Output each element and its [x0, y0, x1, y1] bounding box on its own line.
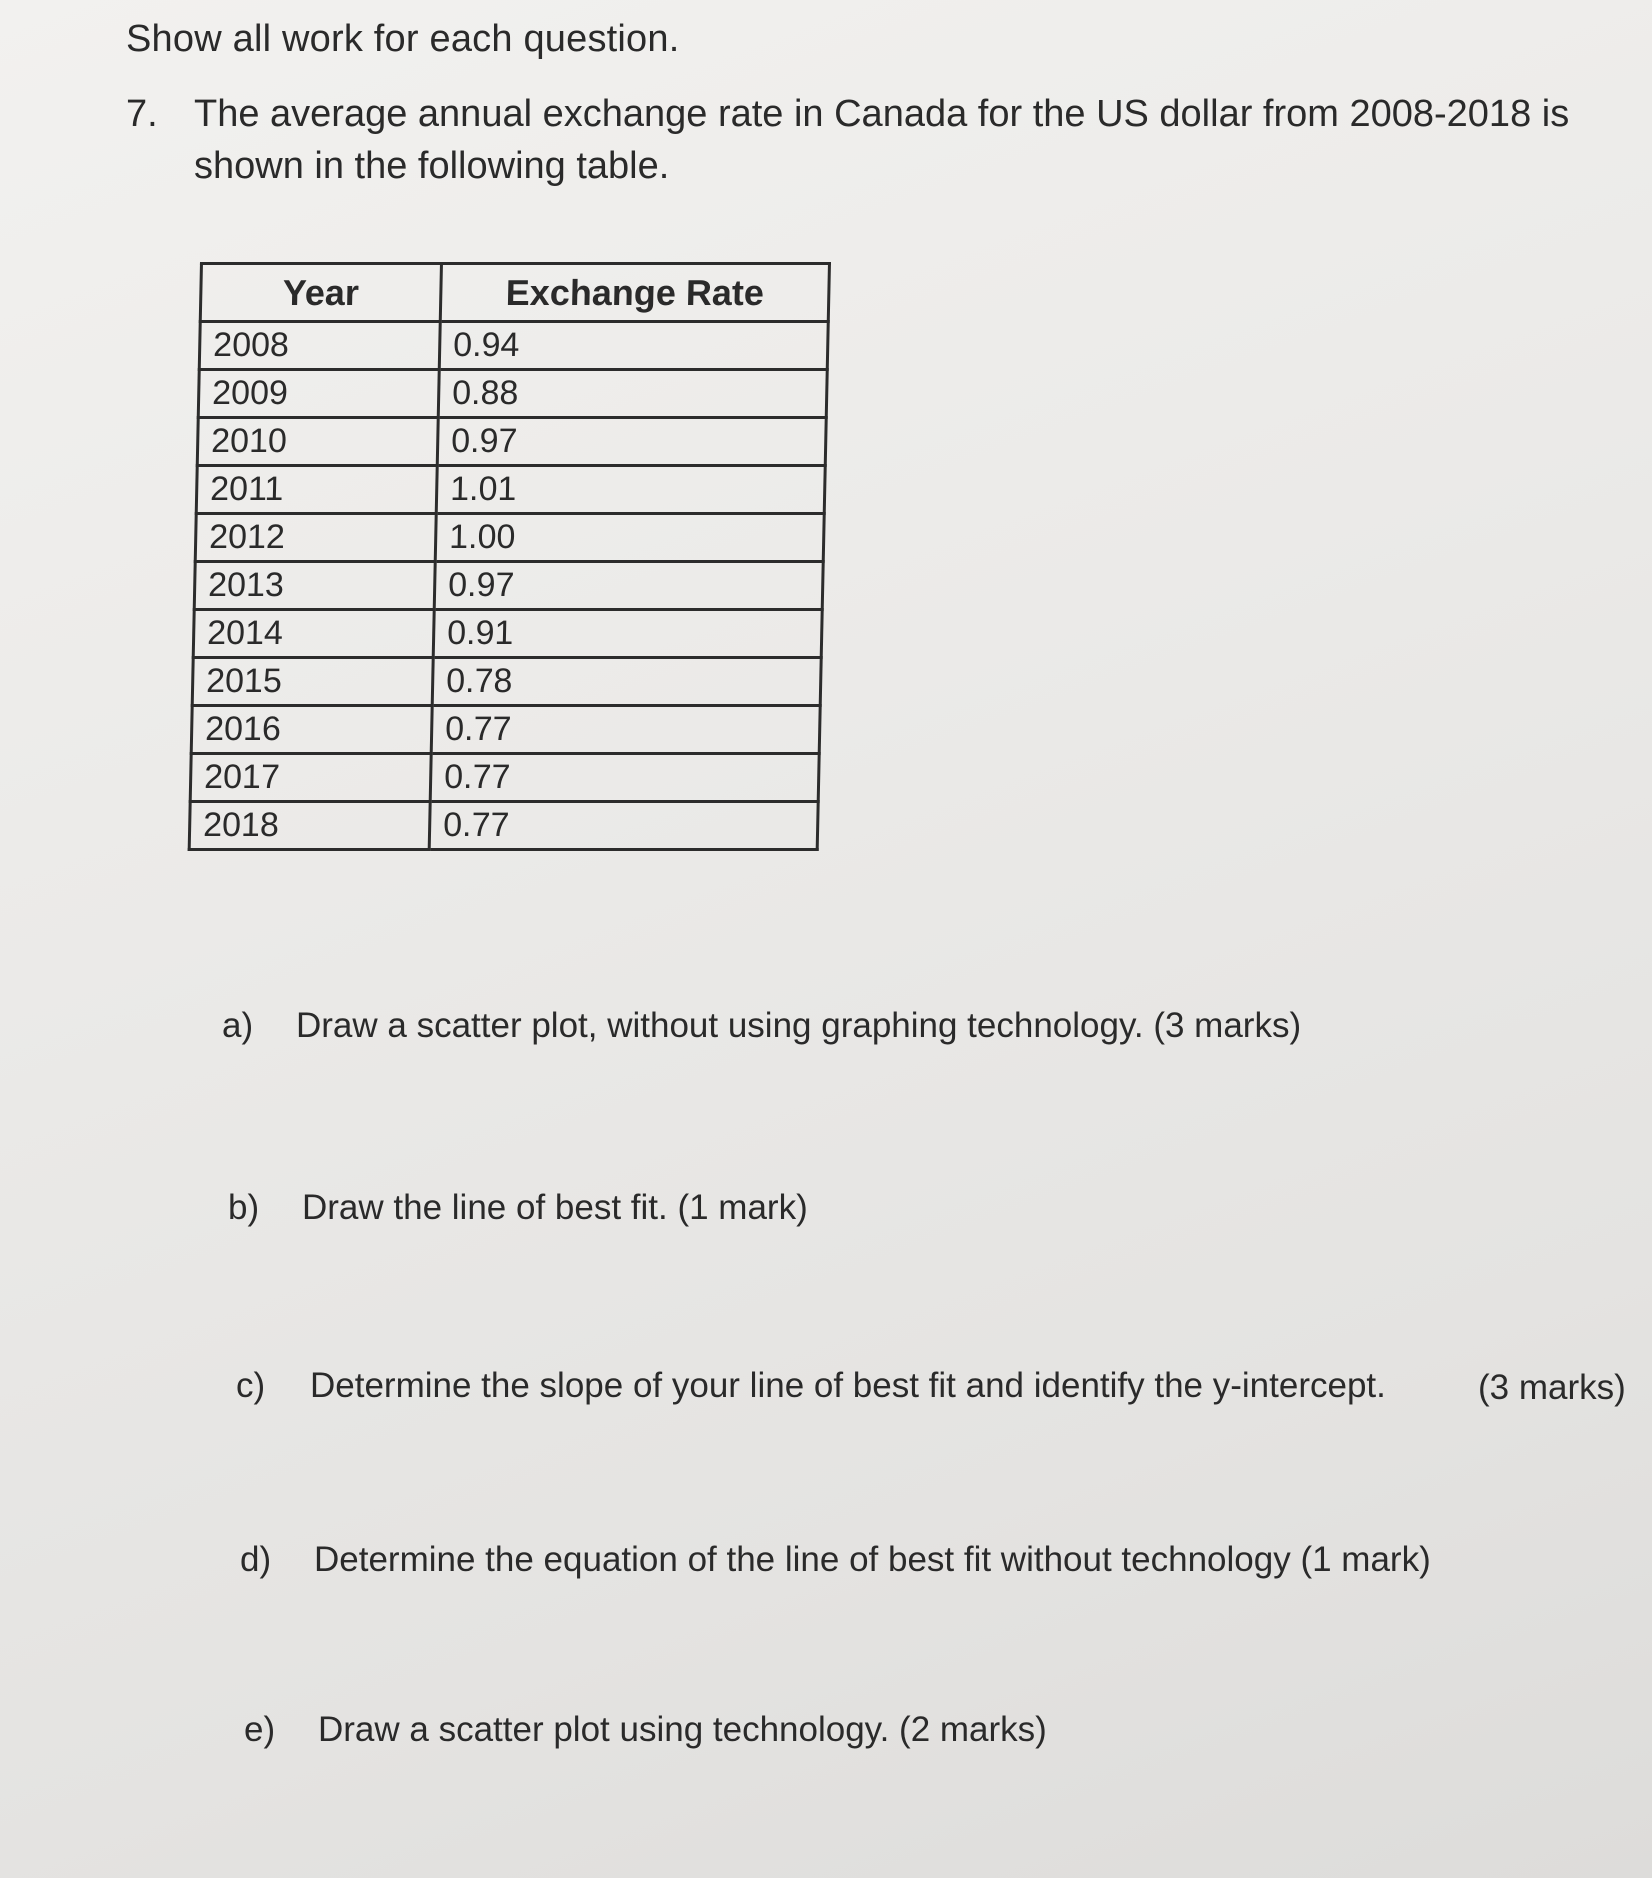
table-row	[193, 610, 822, 658]
rate-cell: 0.77	[431, 706, 820, 754]
table-row	[198, 370, 827, 418]
part-label: b)	[228, 1188, 260, 1227]
table-row	[195, 514, 824, 562]
rate-cell: 1.01	[436, 466, 825, 514]
year-cell: 2013	[194, 562, 435, 610]
part-text: Determine the slope of your line of best fit and identify the y-intercept.	[310, 1366, 1386, 1405]
table-row	[197, 418, 826, 466]
rate-cell: 0.78	[432, 658, 821, 706]
part-label: c)	[236, 1366, 266, 1405]
rate-cell: 0.97	[437, 418, 826, 466]
question-text: The average annual exchange rate in Canada for the US dollar from 2008-2018 is shown in the following table.	[194, 93, 1570, 187]
year-cell: 2010	[197, 418, 438, 466]
rate-cell: 0.77	[429, 802, 818, 850]
rate-cell: 0.77	[430, 754, 819, 802]
year-cell: 2016	[191, 706, 432, 754]
rate-cell: 0.94	[439, 322, 828, 370]
rate-cell: 0.88	[438, 370, 827, 418]
year-cell: 2014	[193, 610, 434, 658]
year-cell: 2011	[196, 466, 437, 514]
part-d	[240, 1540, 1431, 1580]
year-cell: 2009	[198, 370, 439, 418]
rate-cell: 1.00	[435, 514, 824, 562]
part-b	[228, 1188, 808, 1228]
table-row	[192, 658, 821, 706]
table-row	[189, 802, 818, 850]
table-row	[191, 706, 820, 754]
part-c-marks: (3 marks)	[1478, 1368, 1626, 1407]
part-text: Draw a scatter plot using technology. (2 marks)	[318, 1710, 1047, 1749]
part-label: a)	[222, 1006, 254, 1045]
year-cell: 2012	[195, 514, 436, 562]
part-text: Draw a scatter plot, without using graphing technology. (3 marks)	[296, 1006, 1302, 1045]
part-text: Determine the equation of the line of best fit without technology (1 mark)	[314, 1540, 1431, 1579]
year-cell: 2018	[189, 802, 430, 850]
table-row	[194, 562, 823, 610]
header-exchange-rate: Exchange Rate	[440, 264, 829, 322]
rate-cell: 0.91	[433, 610, 822, 658]
part-e	[244, 1710, 1047, 1750]
part-label: e)	[244, 1710, 276, 1749]
part-label: d)	[240, 1540, 272, 1579]
exchange-rate-table	[188, 262, 831, 851]
year-cell: 2008	[199, 322, 440, 370]
part-c	[236, 1366, 1386, 1406]
year-cell: 2015	[192, 658, 433, 706]
table-row	[190, 754, 819, 802]
instruction-text: Show all work for each question.	[126, 18, 680, 60]
rate-cell: 0.97	[434, 562, 823, 610]
table-header-row	[200, 264, 829, 322]
header-year: Year	[200, 264, 441, 322]
part-text: Draw the line of best fit. (1 mark)	[302, 1188, 808, 1227]
year-cell: 2017	[190, 754, 431, 802]
question-number: 7.	[126, 93, 158, 135]
part-a	[222, 1006, 1301, 1046]
table-row	[196, 466, 825, 514]
table-row	[199, 322, 828, 370]
